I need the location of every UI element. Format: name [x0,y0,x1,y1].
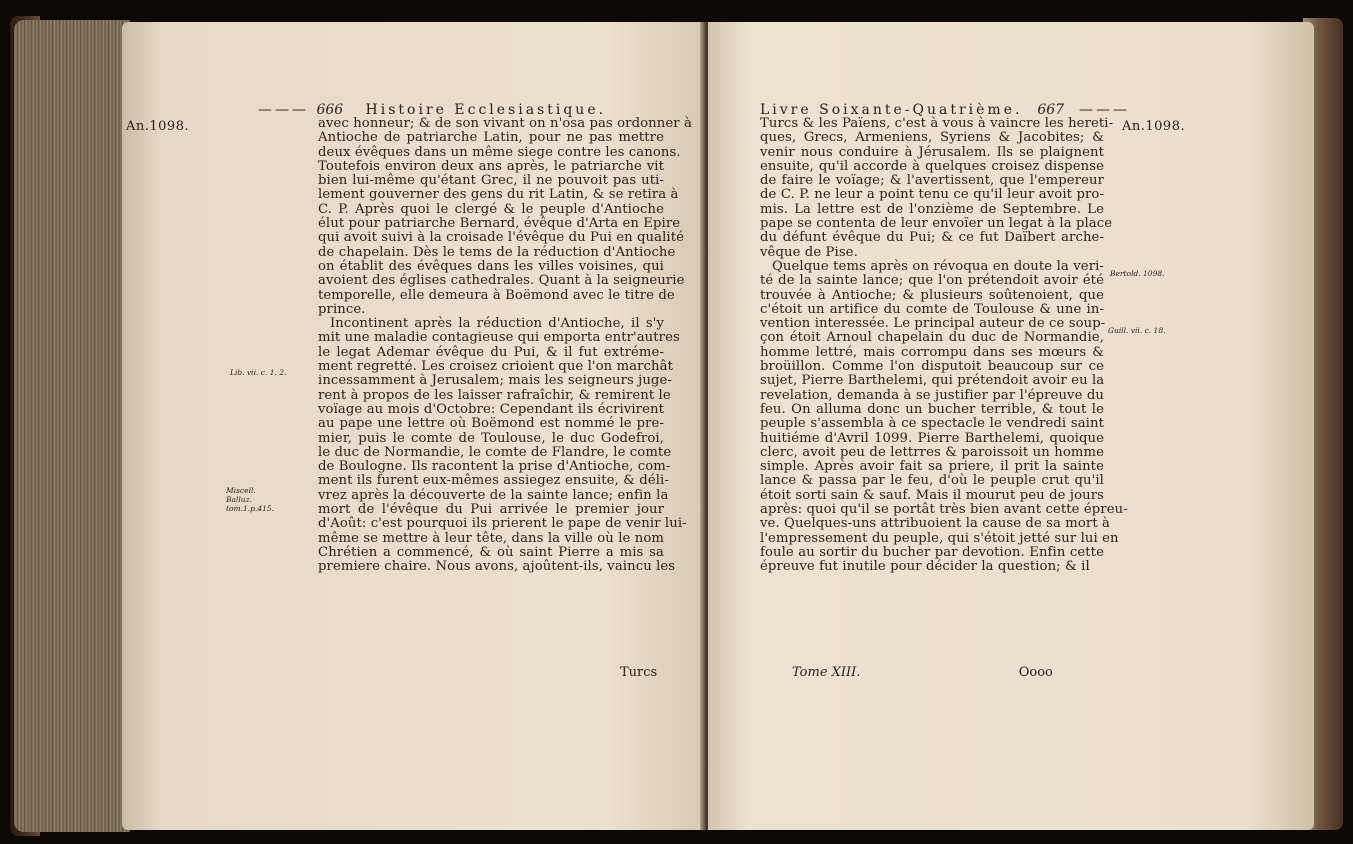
text-line: trouvée à Antioche; & plusieurs soûtenoient, que [760,287,1104,303]
text-line: ment regretté. Les croisez crioient que l'on marchât [318,359,673,375]
text-line: lance & passa par le feu, d'où le peuple crut qu'il [760,473,1104,489]
left-page [122,22,704,830]
body-text [318,116,692,575]
page-number: 666 [316,102,344,118]
text-line: broüillon. Comme l'on disputoit beaucoup sur ce [760,359,1104,375]
text-line: avoient des églises cathedrales. Quant à la seigneurie [318,273,685,289]
margin-note: Bertold. 1098. [1110,269,1165,278]
margin-note: Guill. vii. c. 18. [1108,326,1166,335]
right-page [708,22,1314,830]
text-line: mis. La lettre est de l'onzième de Septembre. Le [760,201,1104,217]
text-line: simple. Après avoir fait sa priere, il prit la sainte [760,459,1104,475]
text-line: on établit des évêques dans les villes voisines, qui [318,258,664,274]
text-line: homme lettré, mais corrompu dans ses mœurs & [760,344,1104,360]
text-line: mit une maladie contagieuse qui emporta entr'autres [318,330,680,346]
running-head: Histoire Ecclesiastique. [365,102,607,118]
text-line: mier, puis le comte de Toulouse, le duc Godefroi, [318,430,664,446]
text-line: deux évêques dans un même siege contre les canons. [318,144,681,160]
text-line: Chrétien a commencé, & où saint Pierre a mis sa [318,544,664,560]
header-rule: ——— [258,102,309,118]
text-line: étoit sorti sain & sauf. Mais il mourut peu de jours [760,487,1104,503]
text-line: du défunt évêque du Pui; & ce fut Daïbert arche- [760,230,1104,246]
text-line: au pape une lettre où Boëmond est nommé le pre- [318,416,664,432]
text-line: çon étoit Arnoul chapelain du duc de Normandie, [760,330,1104,346]
text-line: sujet, Pierre Barthelemi, qui prétendoit avoir eu la [760,373,1105,389]
text-line: ve. Quelques-uns attribuoient la cause de sa mort à [760,516,1110,532]
text-line: mort de l'évêque du Pui arrivée le premier jour [318,502,664,518]
text-line: foule au sortir du bucher par devotion. Enfin cette [760,544,1104,560]
year-marker: An.1098. [126,119,190,134]
running-head: Livre Soixante-Quatrième. [760,102,1023,118]
text-line: clerc, avoit peu de lettrres & paroissoit un homme [760,444,1104,460]
text-line: rent à propos de les laisser rafraîchir, & remirent le [318,387,671,403]
text-line: feu. On alluma donc un bucher terrible, & tout le [760,401,1104,417]
volume-label: Tome XIII. [792,665,861,680]
text-line: prince. [318,301,366,317]
text-line: élut pour patriarche Bernard, évêque d'Arta en Epire [318,216,681,232]
text-line: le duc de Normandie, le comte de Flandre, le comte [318,444,672,460]
footer [792,665,1053,680]
text-line: vention interessée. Le principal auteur de ce soup- [760,316,1106,332]
text-line: de faire le voïage; & l'avertissent, que l'empereur [760,173,1104,189]
body-text [760,116,1128,575]
text-line: voïage au mois d'Octobre: Cependant ils écrivirent [318,401,664,417]
catchword: Turcs [620,665,658,680]
year-marker: An.1098. [1122,119,1186,134]
text-line: qui avoit suivi à la croisade l'évêque du Pui en qualité [318,230,685,246]
margin-note: Miscell. Balluz. tom.1.p.415. [226,486,275,513]
text-line: d'Août: c'est pourquoi ils prierent le pape de venir lui- [318,516,687,532]
text-line: C. P. Après quoi le clergé & le peuple d'Antioche [318,201,664,217]
text-line: vêque de Pise. [760,244,858,260]
text-line: Incontinent après la réduction d'Antioche, il s'y [330,316,664,332]
page-edges [14,20,130,832]
text-line: peuple s'assembla à ce spectacle le vendredi saint [760,416,1104,432]
text-line: venir nous conduire à Jérusalem. Ils se plaignent [760,144,1104,160]
text-line: revelation, demanda à se justifier par l'épreuve du [760,387,1104,403]
text-line: Turcs & les Païens, c'est à vous à vaincre les hereti- [760,116,1114,131]
text-line: de chapelain. Dès le tems de la réduction d'Antioche [318,244,676,260]
text-line: temporelle, elle demeura à Boëmond avec le titre de [318,287,675,303]
text-line: ment ils furent eux-mêmes assiegez ensuite, & déli- [318,473,669,489]
text-line: té de la sainte lance; que l'on prétendoit avoir été [760,273,1104,289]
page-number: 667 [1037,102,1065,118]
text-line: de C. P. ne leur a point tenu ce qu'il leur avoit pro- [760,187,1104,203]
text-line: pape se contenta de leur envoïer un legat à la place [760,216,1113,232]
text-line: vrez après la découverte de la sainte lance; enfin la [318,487,669,503]
text-line: de Boulogne. Ils racontent la prise d'Antioche, com- [318,459,671,475]
text-line: après: quoi qu'il se portât très bien avant cette épreu- [760,502,1128,518]
text-line: épreuve fut inutile pour décider la question; & il [760,559,1090,575]
text-line: incessamment à Jerusalem; mais les seigneurs juge- [318,373,672,389]
text-line: le legat Ademar évêque du Pui, & il fut extréme- [318,344,664,360]
text-line: ques, Grecs, Armeniens, Syriens & Jacobites; & [760,130,1104,146]
header-rule: ——— [1079,102,1130,118]
text-line: avec honneur; & de son vivant on n'osa pas ordonner à [318,116,692,131]
text-line: ensuite, qu'il accorde à quelques croisez dispense [760,158,1104,174]
text-line: bien lui-même qu'étant Grec, il ne pouvoit pas uti- [318,173,664,189]
margin-note: Lib. vii. c. 1. 2. [230,368,287,377]
text-line: huitiéme d'Avril 1099. Pierre Barthelemi, quoique [760,430,1104,446]
text-line: lement gouverner des gens du rit Latin, & se retira à [318,187,679,203]
text-line: Toutefois environ deux ans après, le patriarche vit [318,158,664,174]
text-line: c'étoit un artifice du comte de Toulouse & une in- [760,301,1104,317]
text-line: Quelque tems après on révoqua en doute la veri- [772,258,1104,274]
text-line: Antioche de patriarche Latin, pour ne pas mettre [318,130,664,146]
text-line: premiere chaire. Nous avons, ajoûtent-ils, vaincu les [318,559,676,575]
text-line: même se mettre à leur tête, dans la ville où le nom [318,530,664,546]
signature-mark: Oooo [1018,665,1053,680]
text-line: l'empressement du peuple, qui s'étoit jetté sur lui en [760,530,1119,546]
